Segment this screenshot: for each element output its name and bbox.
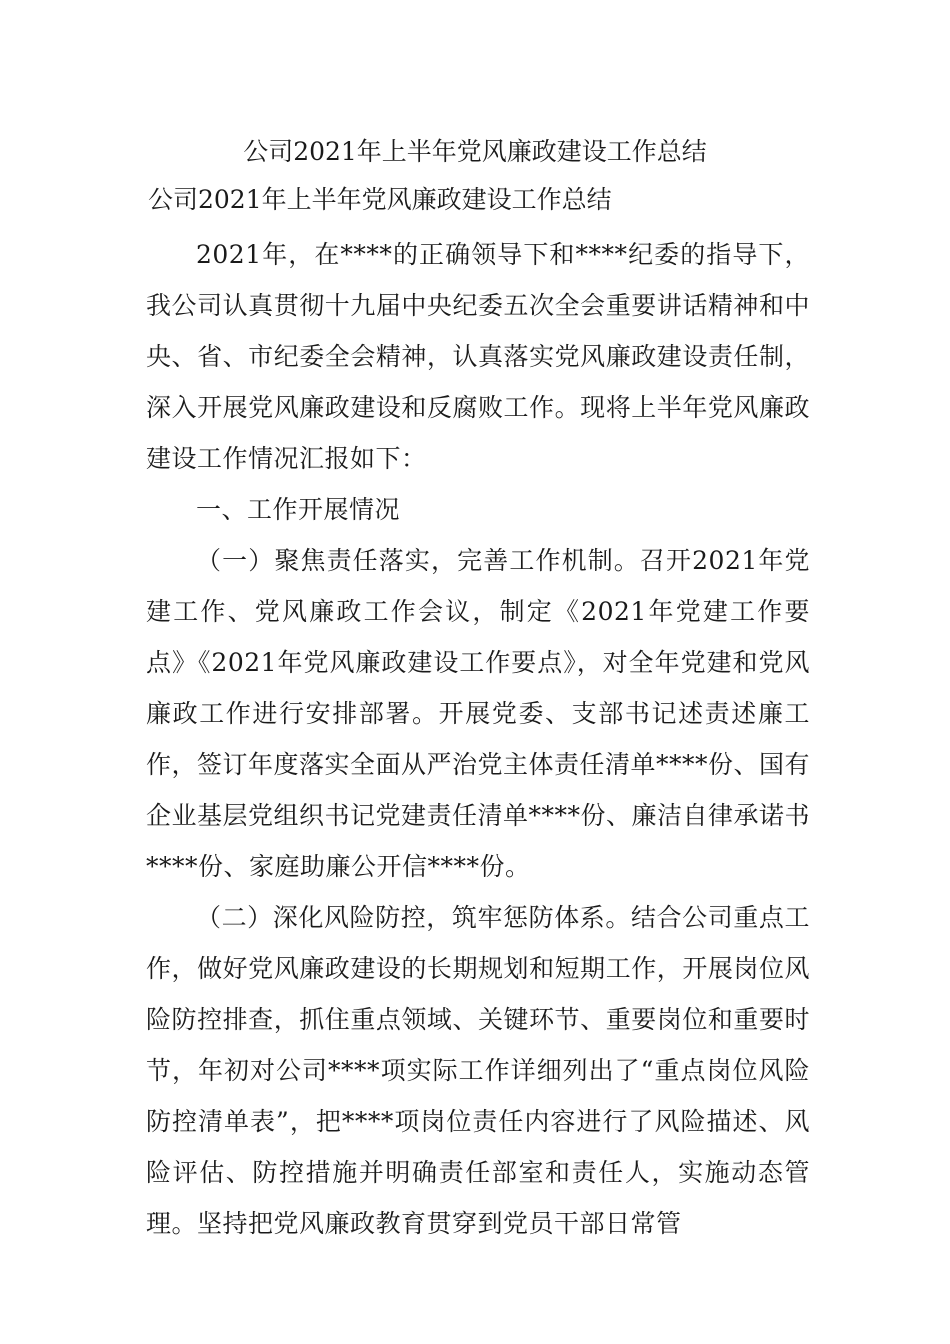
document-subtitle: 公司2021年上半年党风廉政建设工作总结 [148, 185, 612, 214]
section-heading: 一、工作开展情况 [196, 495, 401, 524]
paragraph-risk-control: （二）深化风险防控，筑牢惩防体系。结合公司重点工作，做好党风廉政建设的长期规划和短期工作，开展岗位风险防控排查，抓住重点领域、关键环节、重要岗位和重要时节，年初对公司****项实际工作详细列出了“重点岗位风险防控清单表”，把****项岗位责任内容进行了风险描述、风险评估、防控措施并明确责任部室和责任人，实施动态管理。坚持把党风廉政教育贯穿到党员干部日常管 [146, 903, 810, 1238]
document-body [146, 229, 810, 1249]
paragraph-intro: 2021年，在****的正确领导下和****纪委的指导下，我公司认真贯彻十九届中央纪委五次全会重要讲话精神和中央、省、市纪委全会精神，认真落实党风廉政建设责任制，深入开展党风廉政建设和反腐败工作。现将上半年党风廉政建设工作情况汇报如下： [146, 240, 810, 473]
document-title: 公司2021年上半年党风廉政建设工作总结 [243, 137, 707, 166]
paragraph-responsibility: （一）聚焦责任落实，完善工作机制。召开2021年党建工作、党风廉政工作会议，制定《2021年党建工作要点》《2021年党风廉政建设工作要点》，对全年党建和党风廉政工作进行安排部署。开展党委、支部书记述责述廉工作，签订年度落实全面从严治党主体责任清单****份、国有企业基层党组织书记党建责任清单****份、廉洁自律承诺书****份、家庭助廉公开信****份。 [146, 546, 811, 881]
